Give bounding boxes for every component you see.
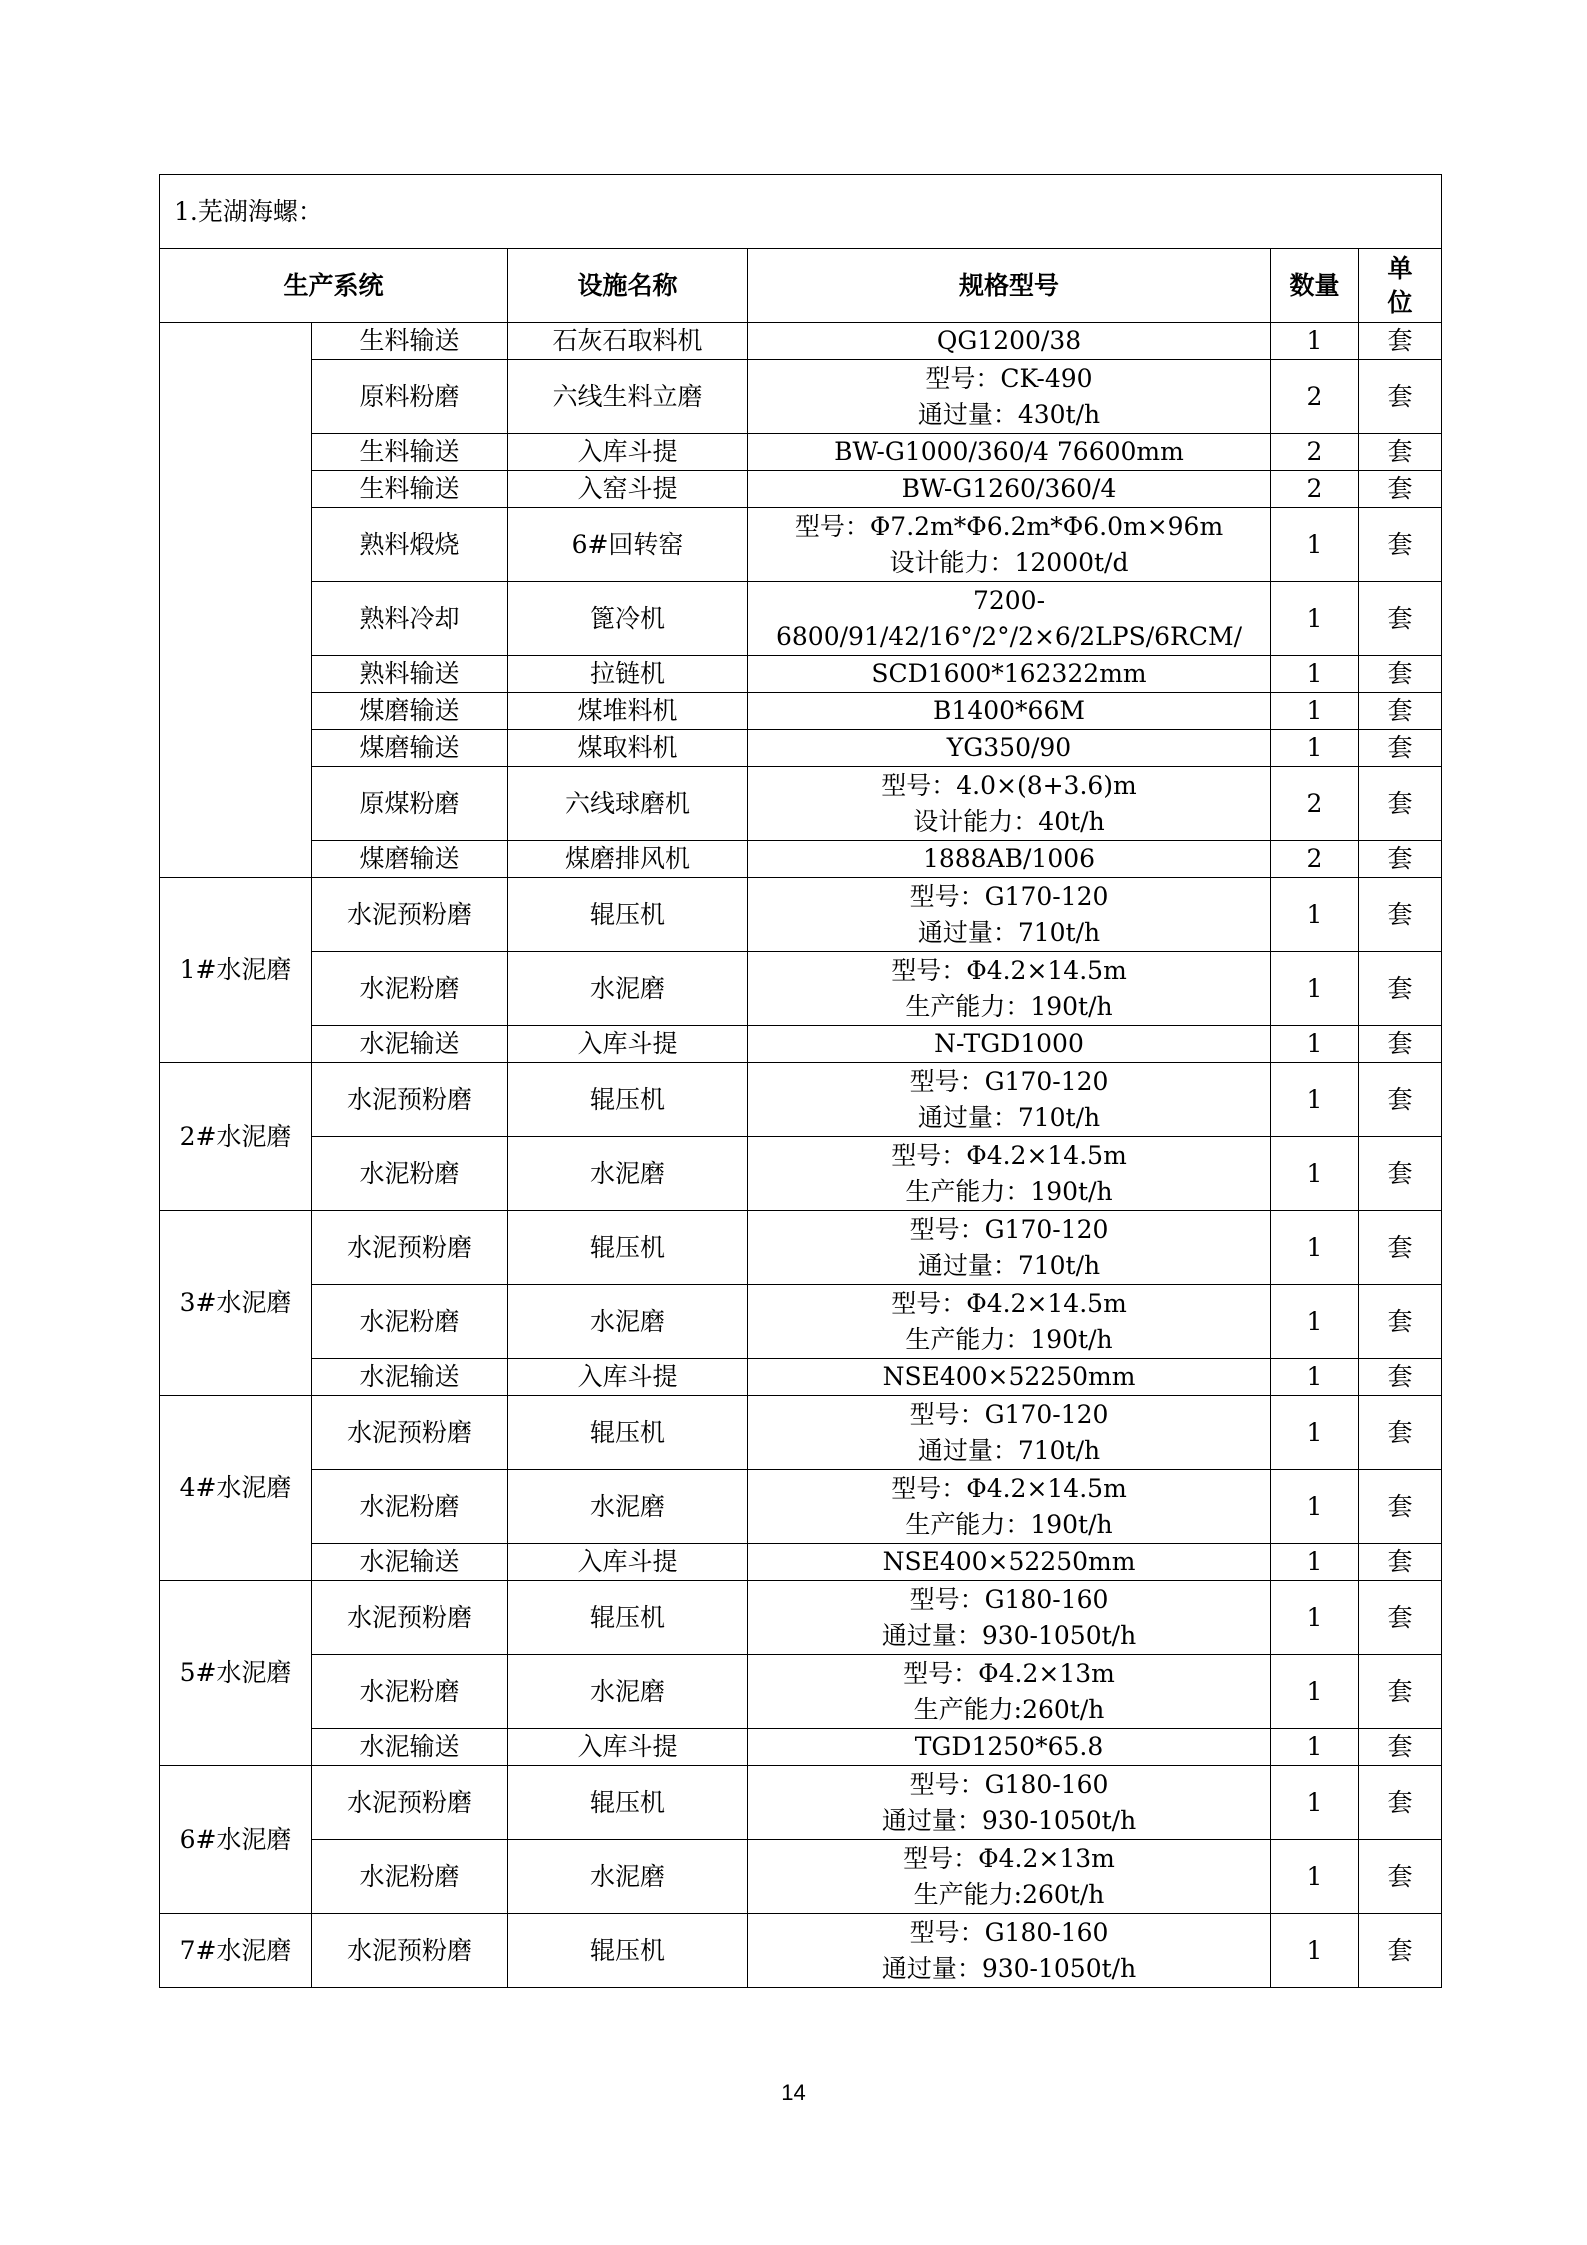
table-row	[160, 1063, 1442, 1137]
unit-cell: 套	[1359, 1840, 1442, 1914]
facility-cell: 水泥磨	[508, 952, 748, 1026]
system-group-cell: 5#水泥磨	[160, 1581, 312, 1766]
unit-cell: 套	[1359, 1063, 1442, 1137]
spec-line: 生产能力：190t/h	[905, 1509, 1113, 1539]
quantity-cell: 1	[1271, 1544, 1359, 1581]
subsystem-cell: 煤磨输送	[312, 841, 508, 878]
table-row	[160, 693, 1442, 730]
system-group-cell: 6#水泥磨	[160, 1766, 312, 1914]
spec-line: 型号：G180-160	[909, 1584, 1109, 1614]
subsystem-cell: 水泥输送	[312, 1026, 508, 1063]
system-group-cell: 2#水泥磨	[160, 1063, 312, 1211]
table-row	[160, 1729, 1442, 1766]
spec-line: 生产能力：190t/h	[905, 991, 1113, 1021]
spec-cell	[748, 841, 1271, 878]
spec-line: 型号：G180-160	[909, 1917, 1109, 1947]
facility-cell: 入窑斗提	[508, 471, 748, 508]
spec-line: 通过量：430t/h	[917, 399, 1101, 429]
subsystem-cell: 水泥预粉磨	[312, 1581, 508, 1655]
unit-cell: 套	[1359, 1396, 1442, 1470]
header-row	[160, 249, 1442, 323]
quantity-cell: 1	[1271, 952, 1359, 1026]
facility-cell: 6#回转窑	[508, 508, 748, 582]
unit-cell: 套	[1359, 323, 1442, 360]
spec-line: 型号：Φ4.2×14.5m	[891, 1473, 1127, 1503]
header-facility: 设施名称	[508, 249, 748, 323]
subsystem-cell: 水泥粉磨	[312, 1840, 508, 1914]
system-group-cell: 7#水泥磨	[160, 1914, 312, 1988]
facility-cell: 辊压机	[508, 1063, 748, 1137]
spec-line: 通过量：930-1050t/h	[881, 1620, 1137, 1650]
unit-cell: 套	[1359, 1359, 1442, 1396]
facility-cell: 拉链机	[508, 656, 748, 693]
table-row	[160, 841, 1442, 878]
unit-cell: 套	[1359, 952, 1442, 1026]
unit-cell: 套	[1359, 1470, 1442, 1544]
quantity-cell: 1	[1271, 878, 1359, 952]
facility-cell: 水泥磨	[508, 1655, 748, 1729]
unit-cell: 套	[1359, 1581, 1442, 1655]
quantity-cell: 1	[1271, 1766, 1359, 1840]
facility-cell: 煤堆料机	[508, 693, 748, 730]
subsystem-cell: 水泥粉磨	[312, 1655, 508, 1729]
subsystem-cell: 水泥预粉磨	[312, 878, 508, 952]
quantity-cell: 1	[1271, 1026, 1359, 1063]
subsystem-cell: 水泥预粉磨	[312, 1396, 508, 1470]
spec-line: NSE400×52250mm	[882, 1362, 1136, 1391]
facility-cell: 入库斗提	[508, 1544, 748, 1581]
spec-cell	[748, 1581, 1271, 1655]
subsystem-cell: 水泥预粉磨	[312, 1211, 508, 1285]
spec-line: 生产能力:260t/h	[913, 1694, 1105, 1724]
unit-cell: 套	[1359, 730, 1442, 767]
quantity-cell: 2	[1271, 767, 1359, 841]
spec-line: TGD1250*65.8	[914, 1732, 1104, 1761]
table-row	[160, 1285, 1442, 1359]
header-unit	[1359, 249, 1442, 323]
table-row	[160, 1137, 1442, 1211]
table-row	[160, 1840, 1442, 1914]
subsystem-cell: 原煤粉磨	[312, 767, 508, 841]
spec-cell	[748, 693, 1271, 730]
spec-line: 型号：Φ4.2×13m	[903, 1658, 1115, 1688]
subsystem-cell: 水泥预粉磨	[312, 1914, 508, 1988]
subsystem-cell: 水泥输送	[312, 1729, 508, 1766]
facility-cell: 水泥磨	[508, 1470, 748, 1544]
subsystem-cell: 生料输送	[312, 434, 508, 471]
table-row	[160, 656, 1442, 693]
spec-line: 型号：CK-490	[925, 363, 1093, 393]
facility-cell: 六线球磨机	[508, 767, 748, 841]
unit-cell: 套	[1359, 582, 1442, 656]
spec-line: 型号：Φ4.2×13m	[903, 1843, 1115, 1873]
spec-cell	[748, 1729, 1271, 1766]
subsystem-cell: 熟料输送	[312, 656, 508, 693]
table-row	[160, 1655, 1442, 1729]
spec-cell	[748, 1766, 1271, 1840]
spec-line: N-TGD1000	[934, 1029, 1084, 1058]
unit-cell: 套	[1359, 434, 1442, 471]
spec-cell	[748, 952, 1271, 1026]
spec-cell	[748, 1026, 1271, 1063]
facility-cell: 石灰石取料机	[508, 323, 748, 360]
unit-cell: 套	[1359, 1729, 1442, 1766]
spec-line: NSE400×52250mm	[882, 1547, 1136, 1576]
quantity-cell: 1	[1271, 730, 1359, 767]
facility-cell: 水泥磨	[508, 1840, 748, 1914]
quantity-cell: 1	[1271, 1655, 1359, 1729]
spec-cell	[748, 767, 1271, 841]
facility-cell: 入库斗提	[508, 1729, 748, 1766]
quantity-cell: 1	[1271, 323, 1359, 360]
subsystem-cell: 生料输送	[312, 471, 508, 508]
table-row	[160, 730, 1442, 767]
unit-cell: 套	[1359, 1137, 1442, 1211]
unit-cell: 套	[1359, 1544, 1442, 1581]
quantity-cell: 1	[1271, 1729, 1359, 1766]
table-row	[160, 1470, 1442, 1544]
quantity-cell: 1	[1271, 1359, 1359, 1396]
unit-cell: 套	[1359, 1285, 1442, 1359]
title-row	[160, 175, 1442, 249]
table-row	[160, 1359, 1442, 1396]
unit-cell: 套	[1359, 656, 1442, 693]
system-group-cell	[160, 323, 312, 878]
spec-cell	[748, 360, 1271, 434]
subsystem-cell: 水泥预粉磨	[312, 1766, 508, 1840]
spec-line: 通过量：710t/h	[917, 917, 1101, 947]
unit-cell: 套	[1359, 508, 1442, 582]
table-row	[160, 878, 1442, 952]
subsystem-cell: 水泥输送	[312, 1544, 508, 1581]
quantity-cell: 2	[1271, 841, 1359, 878]
spec-line: 生产能力:260t/h	[913, 1879, 1105, 1909]
spec-cell	[748, 1285, 1271, 1359]
subsystem-cell: 水泥粉磨	[312, 1470, 508, 1544]
system-group-cell: 3#水泥磨	[160, 1211, 312, 1396]
unit-cell: 套	[1359, 360, 1442, 434]
facility-cell: 入库斗提	[508, 1026, 748, 1063]
spec-line: 型号：G180-160	[909, 1769, 1109, 1799]
quantity-cell: 1	[1271, 656, 1359, 693]
facility-cell: 辊压机	[508, 1211, 748, 1285]
spec-line: 7200-6800/91/42/16°/2°/2×6/2LPS/6RCM/	[775, 585, 1242, 651]
unit-cell: 套	[1359, 841, 1442, 878]
subsystem-cell: 水泥预粉磨	[312, 1063, 508, 1137]
facility-cell: 篦冷机	[508, 582, 748, 656]
quantity-cell: 1	[1271, 508, 1359, 582]
table-row	[160, 1766, 1442, 1840]
spec-line: 设计能力：40t/h	[913, 806, 1105, 836]
table-body	[160, 323, 1442, 1988]
table-row	[160, 1544, 1442, 1581]
spec-cell	[748, 1544, 1271, 1581]
spec-line: 通过量：710t/h	[917, 1435, 1101, 1465]
subsystem-cell: 水泥输送	[312, 1359, 508, 1396]
facility-cell: 辊压机	[508, 1581, 748, 1655]
section-title: 1.芜湖海螺：	[160, 175, 1442, 249]
system-group-cell: 4#水泥磨	[160, 1396, 312, 1581]
quantity-cell: 1	[1271, 1396, 1359, 1470]
spec-line: 型号：G170-120	[909, 1214, 1109, 1244]
unit-cell: 套	[1359, 1026, 1442, 1063]
subsystem-cell: 煤磨输送	[312, 693, 508, 730]
subsystem-cell: 原料粉磨	[312, 360, 508, 434]
table-row	[160, 1396, 1442, 1470]
quantity-cell: 1	[1271, 1137, 1359, 1211]
spec-line: 通过量：930-1050t/h	[881, 1953, 1137, 1983]
unit-cell: 套	[1359, 1655, 1442, 1729]
spec-cell	[748, 1914, 1271, 1988]
facility-cell: 煤取料机	[508, 730, 748, 767]
spec-cell	[748, 582, 1271, 656]
spec-cell	[748, 1396, 1271, 1470]
quantity-cell: 1	[1271, 1285, 1359, 1359]
subsystem-cell: 熟料冷却	[312, 582, 508, 656]
spec-cell	[748, 323, 1271, 360]
spec-cell	[748, 730, 1271, 767]
quantity-cell: 2	[1271, 471, 1359, 508]
facility-cell: 入库斗提	[508, 434, 748, 471]
header-unit-line2: 位	[1387, 287, 1413, 317]
spec-cell	[748, 878, 1271, 952]
equipment-table	[159, 174, 1442, 1988]
page-number: 14	[781, 2080, 806, 2105]
facility-cell: 辊压机	[508, 878, 748, 952]
table-row	[160, 767, 1442, 841]
header-system: 生产系统	[160, 249, 508, 323]
spec-cell	[748, 1655, 1271, 1729]
spec-line: QG1200/38	[936, 326, 1082, 355]
spec-line: BW-G1260/360/4	[901, 474, 1117, 503]
spec-line: 型号：4.0×(8+3.6)m	[881, 770, 1137, 800]
spec-line: 型号：Φ4.2×14.5m	[891, 1140, 1127, 1170]
unit-cell: 套	[1359, 767, 1442, 841]
spec-line: 型号：G170-120	[909, 1399, 1109, 1429]
header-unit-line1: 单	[1387, 253, 1413, 283]
quantity-cell: 1	[1271, 1470, 1359, 1544]
quantity-cell: 1	[1271, 582, 1359, 656]
spec-line: B1400*66M	[933, 696, 1085, 725]
quantity-cell: 1	[1271, 1840, 1359, 1914]
unit-cell: 套	[1359, 693, 1442, 730]
spec-cell	[748, 656, 1271, 693]
spec-cell	[748, 1470, 1271, 1544]
quantity-cell: 1	[1271, 693, 1359, 730]
table-row	[160, 1581, 1442, 1655]
spec-line: 型号：Φ4.2×14.5m	[891, 1288, 1127, 1318]
spec-cell	[748, 1840, 1271, 1914]
spec-cell	[748, 434, 1271, 471]
subsystem-cell: 水泥粉磨	[312, 952, 508, 1026]
table-row	[160, 508, 1442, 582]
facility-cell: 辊压机	[508, 1914, 748, 1988]
quantity-cell: 2	[1271, 360, 1359, 434]
table-row	[160, 1026, 1442, 1063]
quantity-cell: 1	[1271, 1211, 1359, 1285]
facility-cell: 水泥磨	[508, 1285, 748, 1359]
table-row	[160, 952, 1442, 1026]
table-row	[160, 1914, 1442, 1988]
unit-cell: 套	[1359, 1211, 1442, 1285]
facility-cell: 辊压机	[508, 1766, 748, 1840]
spec-cell	[748, 1063, 1271, 1137]
spec-line: 型号：Φ4.2×14.5m	[891, 955, 1127, 985]
spec-line: SCD1600*162322mm	[871, 659, 1147, 688]
facility-cell: 辊压机	[508, 1396, 748, 1470]
spec-line: 通过量：710t/h	[917, 1250, 1101, 1280]
spec-line: 设计能力：12000t/d	[889, 547, 1129, 577]
spec-line: 型号：Φ7.2m*Φ6.2m*Φ6.0m×96m	[794, 511, 1224, 541]
header-qty: 数量	[1271, 249, 1359, 323]
spec-line: 型号：G170-120	[909, 1066, 1109, 1096]
table-row	[160, 1211, 1442, 1285]
subsystem-cell: 煤磨输送	[312, 730, 508, 767]
spec-cell	[748, 1359, 1271, 1396]
table-row	[160, 434, 1442, 471]
facility-cell: 水泥磨	[508, 1137, 748, 1211]
subsystem-cell: 水泥粉磨	[312, 1285, 508, 1359]
quantity-cell: 1	[1271, 1581, 1359, 1655]
subsystem-cell: 生料输送	[312, 323, 508, 360]
spec-line: YG350/90	[946, 733, 1072, 762]
spec-line: 通过量：710t/h	[917, 1102, 1101, 1132]
table-row	[160, 471, 1442, 508]
spec-cell	[748, 508, 1271, 582]
table-row	[160, 360, 1442, 434]
facility-cell: 入库斗提	[508, 1359, 748, 1396]
spec-line: 通过量：930-1050t/h	[881, 1805, 1137, 1835]
unit-cell: 套	[1359, 878, 1442, 952]
spec-cell	[748, 471, 1271, 508]
facility-cell: 六线生料立磨	[508, 360, 748, 434]
quantity-cell: 1	[1271, 1914, 1359, 1988]
table-row	[160, 582, 1442, 656]
spec-line: 生产能力：190t/h	[905, 1176, 1113, 1206]
header-spec: 规格型号	[748, 249, 1271, 323]
subsystem-cell: 熟料煅烧	[312, 508, 508, 582]
table-row	[160, 323, 1442, 360]
spec-line: 型号：G170-120	[909, 881, 1109, 911]
spec-cell	[748, 1137, 1271, 1211]
spec-line: BW-G1000/360/4 76600mm	[834, 437, 1184, 466]
unit-cell: 套	[1359, 1914, 1442, 1988]
system-group-cell: 1#水泥磨	[160, 878, 312, 1063]
quantity-cell: 1	[1271, 1063, 1359, 1137]
subsystem-cell: 水泥粉磨	[312, 1137, 508, 1211]
spec-line: 生产能力：190t/h	[905, 1324, 1113, 1354]
quantity-cell: 2	[1271, 434, 1359, 471]
facility-cell: 煤磨排风机	[508, 841, 748, 878]
unit-cell: 套	[1359, 471, 1442, 508]
unit-cell: 套	[1359, 1766, 1442, 1840]
spec-line: 1888AB/1006	[922, 844, 1096, 873]
spec-cell	[748, 1211, 1271, 1285]
